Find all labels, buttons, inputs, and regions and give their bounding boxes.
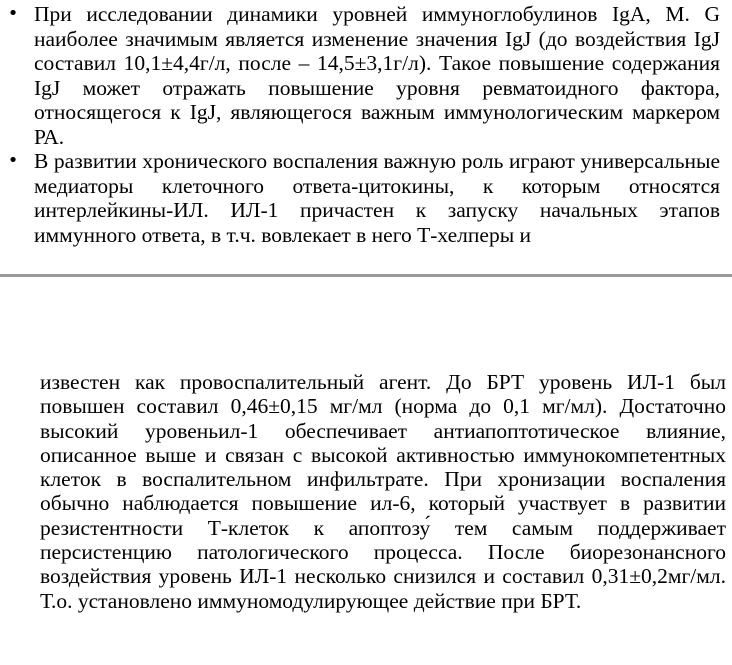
bottom-text-fragment <box>40 370 726 613</box>
top-text-fragment <box>0 0 732 274</box>
bullet-text: В развитии хронического воспаления важную роль играют универсальные медиаторы клеточного ответа-цитокины, к которым относятся интерлейкины-ИЛ. ИЛ-1 причастен к запуску начальных этапов иммунного ответа, в т.ч. вовлекает в него Т-хелперы и <box>34 149 720 247</box>
bullet-marker: • <box>7 150 19 171</box>
bullet-marker: • <box>7 3 19 24</box>
bullet-list <box>0 2 732 247</box>
fragment-separator-line <box>0 274 732 277</box>
continuation-paragraph: известен как провоспалительный агент. До БРТ уровень ИЛ-1 был повышен составил 0,46±0,15 мг/мл (норма до 0,1 мг/мл). Достаточно высокий уровеньил-1 обеспечивает антиапоптотическое влияние, описанное выше и связан с высокой активностью иммунокомпетентных клеток в воспалительном инфильтрате. При хронизации воспаления обычно наблюдается повышение ил-6, который участвует в развитии резистентности Т-клеток к апоптозу́ тем самым поддерживает персистенцию патологического процесса. После биорезонансного воздействия уровень ИЛ-1 несколько снизился и составил 0,31±0,2мг/мл. Т.о. установлено иммуномодулирующее действие при БРТ. <box>40 370 726 613</box>
bullet-item-cytokines <box>0 149 732 247</box>
bullet-text: При исследовании динамики уровней иммуноглобулинов IgA, M. G наиболее значимым является изменение значения IgJ (до воздействия IgJ составил 10,1±4,4г/л, после – 14,5±3,1г/л). Такое повышение содержания IgJ может отражать повышение уровня ревматоидного фактора, относящегося к IgJ, являющегося важным иммунологическим маркером РА. <box>34 2 720 149</box>
bullet-item-immunoglobulins <box>0 2 732 149</box>
